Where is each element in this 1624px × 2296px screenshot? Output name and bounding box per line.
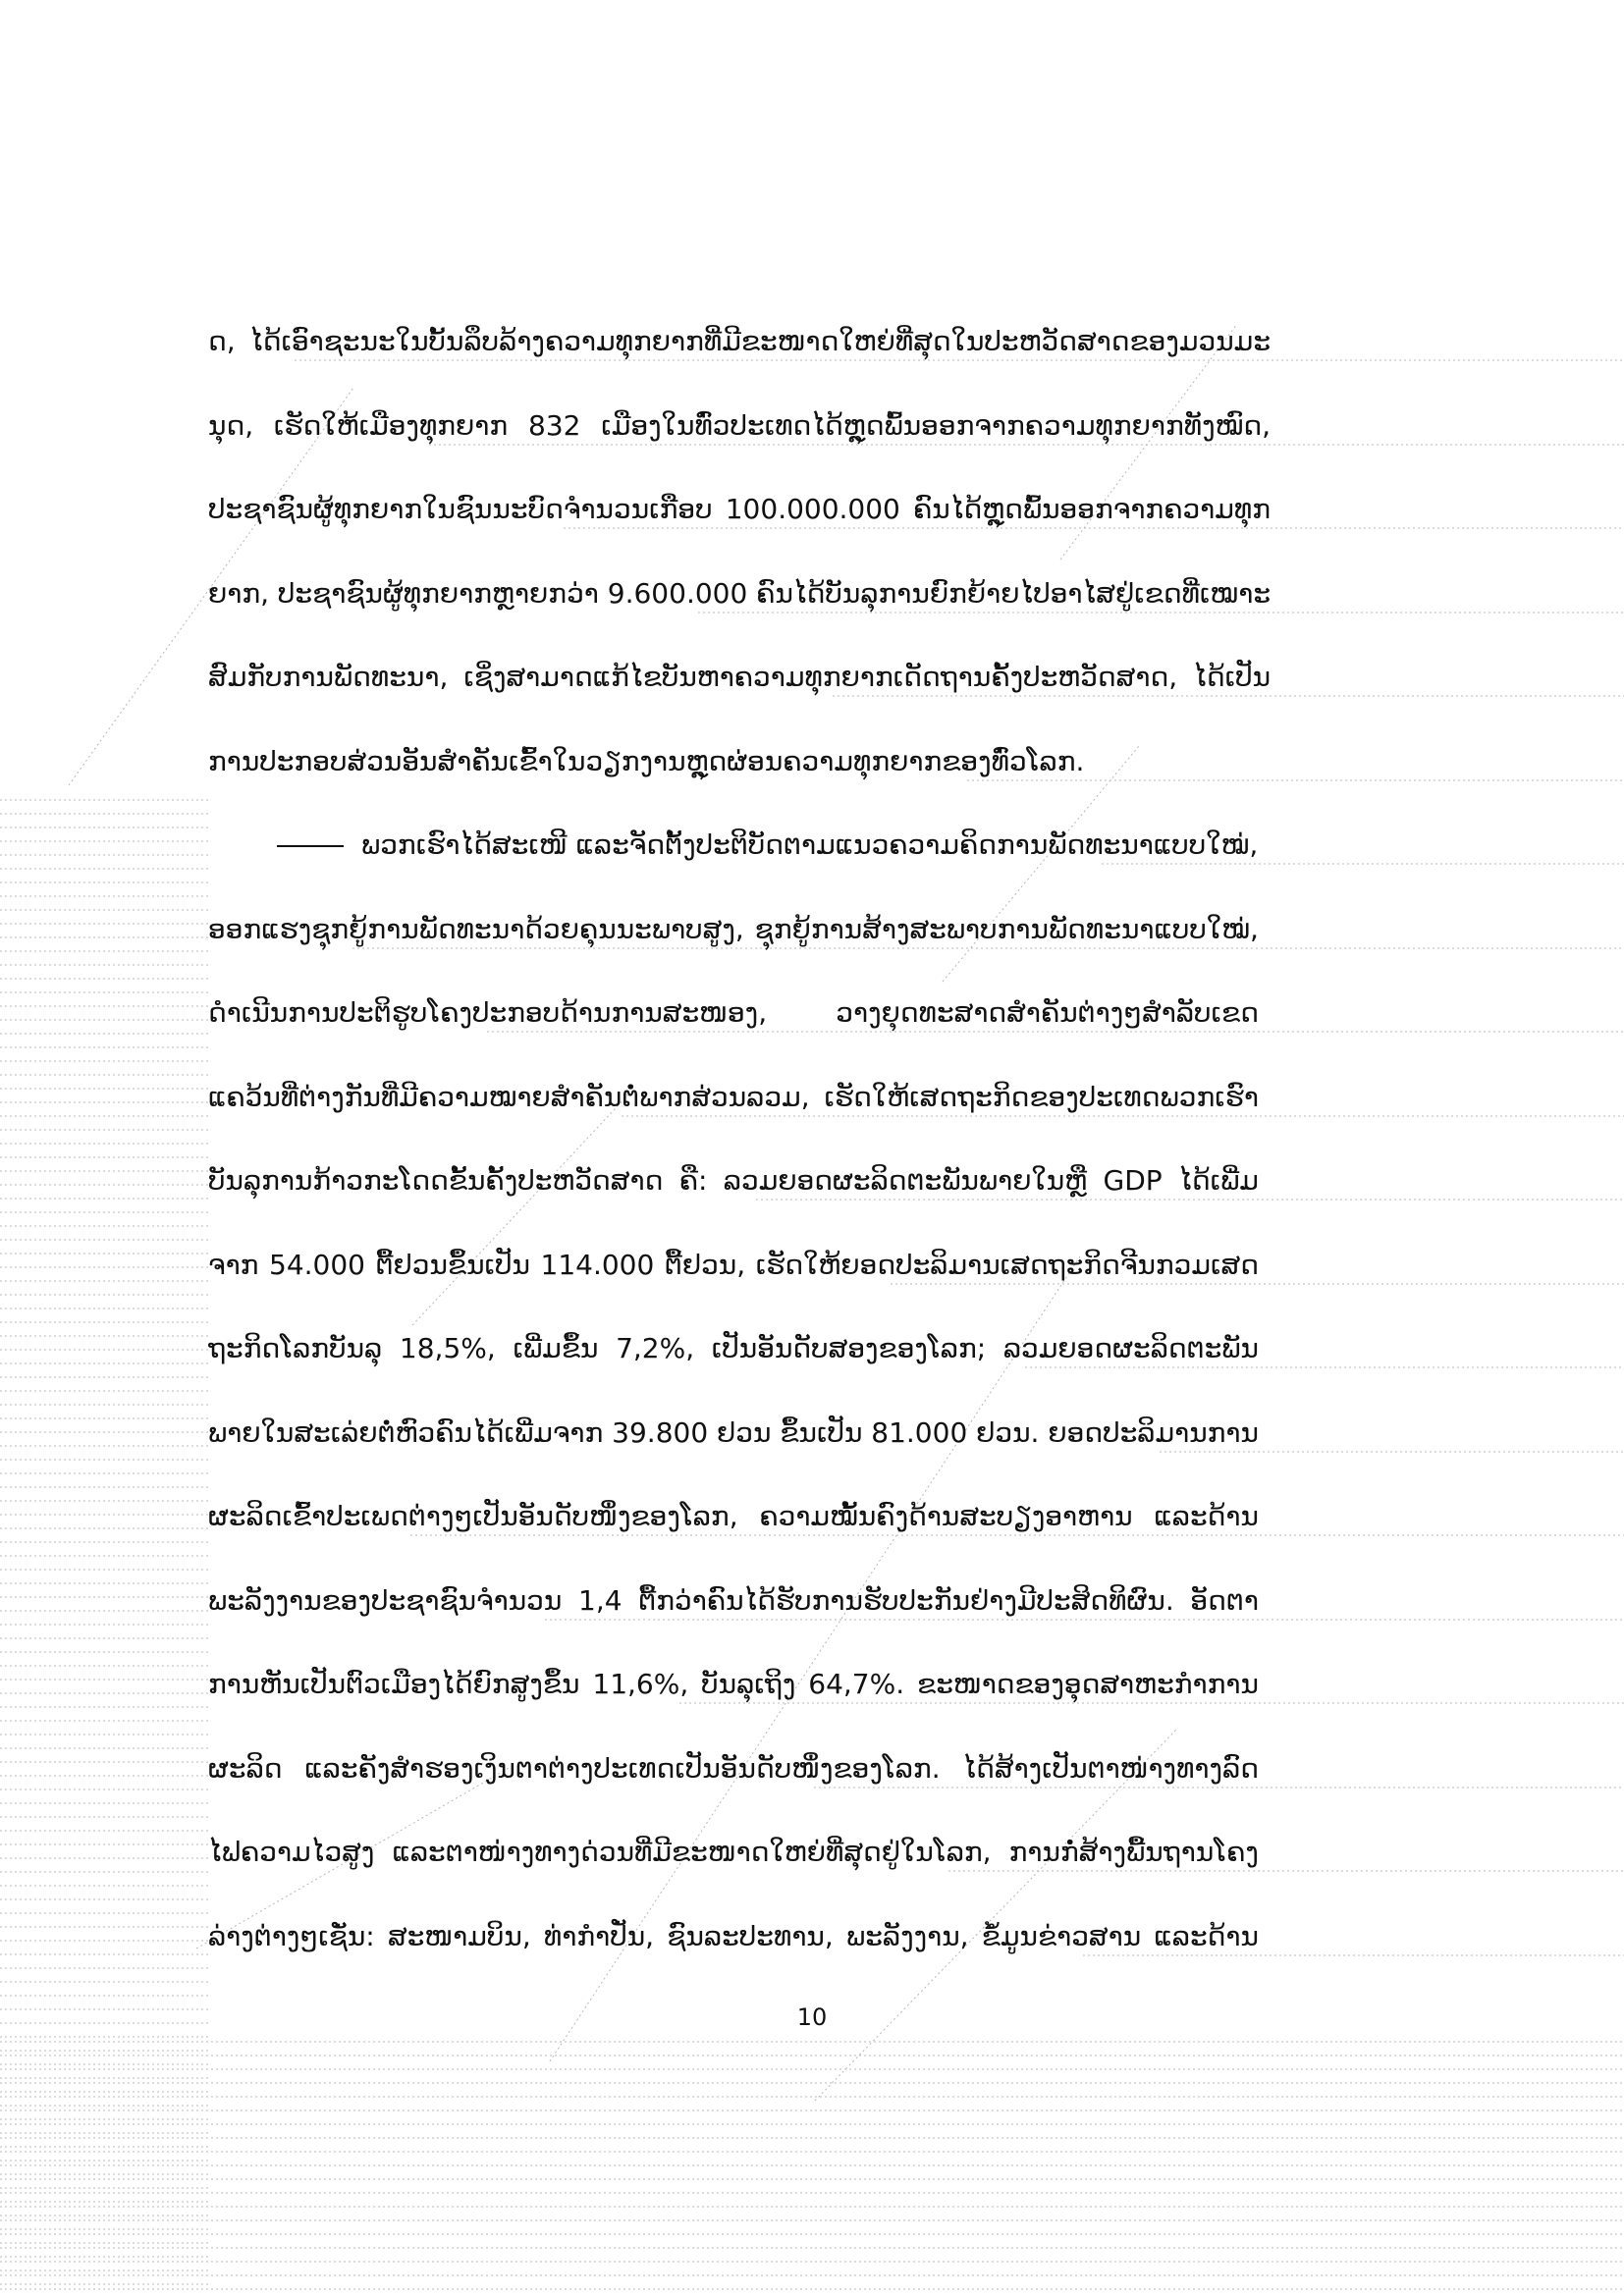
text-line: ໄຟຄວາມໄວສູງ ແລະຕາໜ່າງທາງດ່ວນທີ່ມີຂະໜາດໃຫຍ່ທີ່ສຸດຢູ່ໃນໂລກ, ການກໍ່ສ້າງພື້ນຖານໂຄງ bbox=[208, 1836, 1259, 1868]
text-line: ພະລັງງານຂອງປະຊາຊົນຈຳນວນ 1,4 ຕື້ກວ່າຄົນໄດ້ຮັບການຮັບປະກັນຢ່າງມີປະສິດທິຜົນ. ອັດຕາ bbox=[208, 1583, 1259, 1617]
text-line: ດ, ໄດ້ເອົາຊະນະໃນບັ້ນລຶບລ້າງຄວາມທຸກຍາກທີ່ມີຂະໜາດໃຫຍ່ທີ່ສຸດໃນປະຫວັດສາດຂອງມວນມະ bbox=[208, 325, 1272, 357]
em-dash-marker bbox=[277, 845, 344, 847]
text-line: ການຫັນເປັນຕົວເມືອງໄດ້ຍົກສູງຂຶ້ນ 11,6%, ບັນລຸເຖິງ 64,7%. ຂະໜາດຂອງອຸດສາຫະກຳການ bbox=[208, 1668, 1259, 1700]
text-line: ແຄວ້ນທີ່ຕ່າງກັນທີ່ມີຄວາມໝາຍສຳຄັນຕໍ່ພາກສ່ວນລວມ, ເຮັດໃຫ້ເສດຖະກິດຂອງປະເທດພວກເຮົາ bbox=[208, 1080, 1259, 1113]
text-line: ດຳເນີນການປະຕິຮູບໂຄງປະກອບດ້ານການສະໜອງ, ວາງຍຸດທະສາດສຳຄັນຕ່າງໆສຳລັບເຂດ bbox=[208, 996, 1259, 1029]
page-number: 10 bbox=[796, 2003, 828, 2031]
text-line: ປະຊາຊົນຜູ້ທຸກຍາກໃນຊົນນະບົດຈຳນວນເກືອບ 100.000.000 ຄົນໄດ້ຫຼຸດພົ້ນອອກຈາກຄວາມທຸກ bbox=[208, 493, 1272, 525]
text-line: ນຸດ, ເຮັດໃຫ້ເມືອງທຸກຍາກ 832 ເມືອງໃນທົ່ວປະເທດໄດ້ຫຼຸດພົ້ນອອກຈາກຄວາມທຸກຍາກທັງໝົດ, bbox=[208, 408, 1272, 442]
continued-paragraph bbox=[208, 299, 1271, 803]
text-line: ຈາກ 54.000 ຕື້ຢວນຂຶ້ນເປັນ 114.000 ຕື້ຢວນ, ເຮັດໃຫ້ຍອດປະລິມານເສດຖະກິດຈີນກວມເສດ bbox=[208, 1248, 1259, 1281]
text-line: ຜະລິດເຂົ້າປະເພດຕ່າງໆເປັນອັນດັບໜຶ່ງຂອງໂລກ, ຄວາມໝັ້ນຄົງດ້ານສະບຽງອາຫານ ແລະດ້ານ bbox=[208, 1500, 1259, 1532]
main-paragraph bbox=[208, 803, 1259, 1978]
text-line: ຖະກິດໂລກບັນລຸ 18,5%, ເພີ່ມຂຶ້ນ 7,2%, ເປັນອັນດັບສອງຂອງໂລກ; ລວມຍອດຜະລິດຕະພັນ bbox=[208, 1332, 1259, 1364]
text-line-content: ພວກເຮົາໄດ້ສະເໜີ ແລະຈັດຕັ້ງປະຕິບັດຕາມແນວຄວາມຄິດການພັດທະນາແບບໃໝ່, bbox=[361, 828, 1259, 861]
text-line-first bbox=[208, 803, 1259, 887]
text-line: ການປະກອບສ່ວນອັນສຳຄັນເຂົ້າໃນວຽກງານຫຼຸດຜ່ອນຄວາມທຸກຍາກຂອງທົ່ວໂລກ. bbox=[208, 744, 1085, 777]
text-line: ອອກແຮງຊຸກຍູ້ການພັດທະນາດ້ວຍຄຸນນະພາບສູງ, ຊຸກຍູ້ການສ້າງສະພາບການພັດທະນາແບບໃໝ່, bbox=[208, 912, 1259, 945]
text-line: ບັນລຸການກ້າວກະໂດດຂັ້ນຄັ້ງປະຫວັດສາດ ຄື: ລວມຍອດຜະລິດຕະພັນພາຍໃນຫຼື GDP ໄດ້ເພີ່ມ bbox=[208, 1164, 1259, 1197]
text-line: ພາຍໃນສະເລ່ຍຕໍ່ຫົວຄົນໄດ້ເພີ່ມຈາກ 39.800 ຢວນ ຂຶ້ນເປັນ 81.000 ຢວນ. ຍອດປະລິມານການ bbox=[208, 1415, 1259, 1449]
text-line: ສົມກັບການພັດທະນາ, ເຊິ່ງສາມາດແກ້ໄຂບັນຫາຄວາມທຸກຍາກເດັດຖານຄັ້ງປະຫວັດສາດ, ໄດ້ເປັນ bbox=[208, 661, 1272, 693]
text-line: ລ່າງຕ່າງໆເຊັ່ນ: ສະໜາມບິນ, ທ່າກຳປັ່ນ, ຊົນລະປະທານ, ພະລັງງານ, ຂໍ້ມູນຂ່າວສານ ແລະດ້ານ bbox=[208, 1919, 1259, 1952]
text-line: ຍາກ, ປະຊາຊົນຜູ້ທຸກຍາກຫຼາຍກວ່າ 9.600.000 ຄົນໄດ້ບັນລຸການຍົກຍ້າຍໄປອາໄສຢູ່ເຂດທີ່ເໝາະ bbox=[208, 576, 1272, 610]
text-line: ຜະລິດ ແລະຄັງສຳຮອງເງິນຕາຕ່າງປະເທດເປັນອັນດັບໜຶ່ງຂອງໂລກ. ໄດ້ສ້າງເປັນຕາໜ່າງທາງລົດ bbox=[208, 1751, 1259, 1785]
